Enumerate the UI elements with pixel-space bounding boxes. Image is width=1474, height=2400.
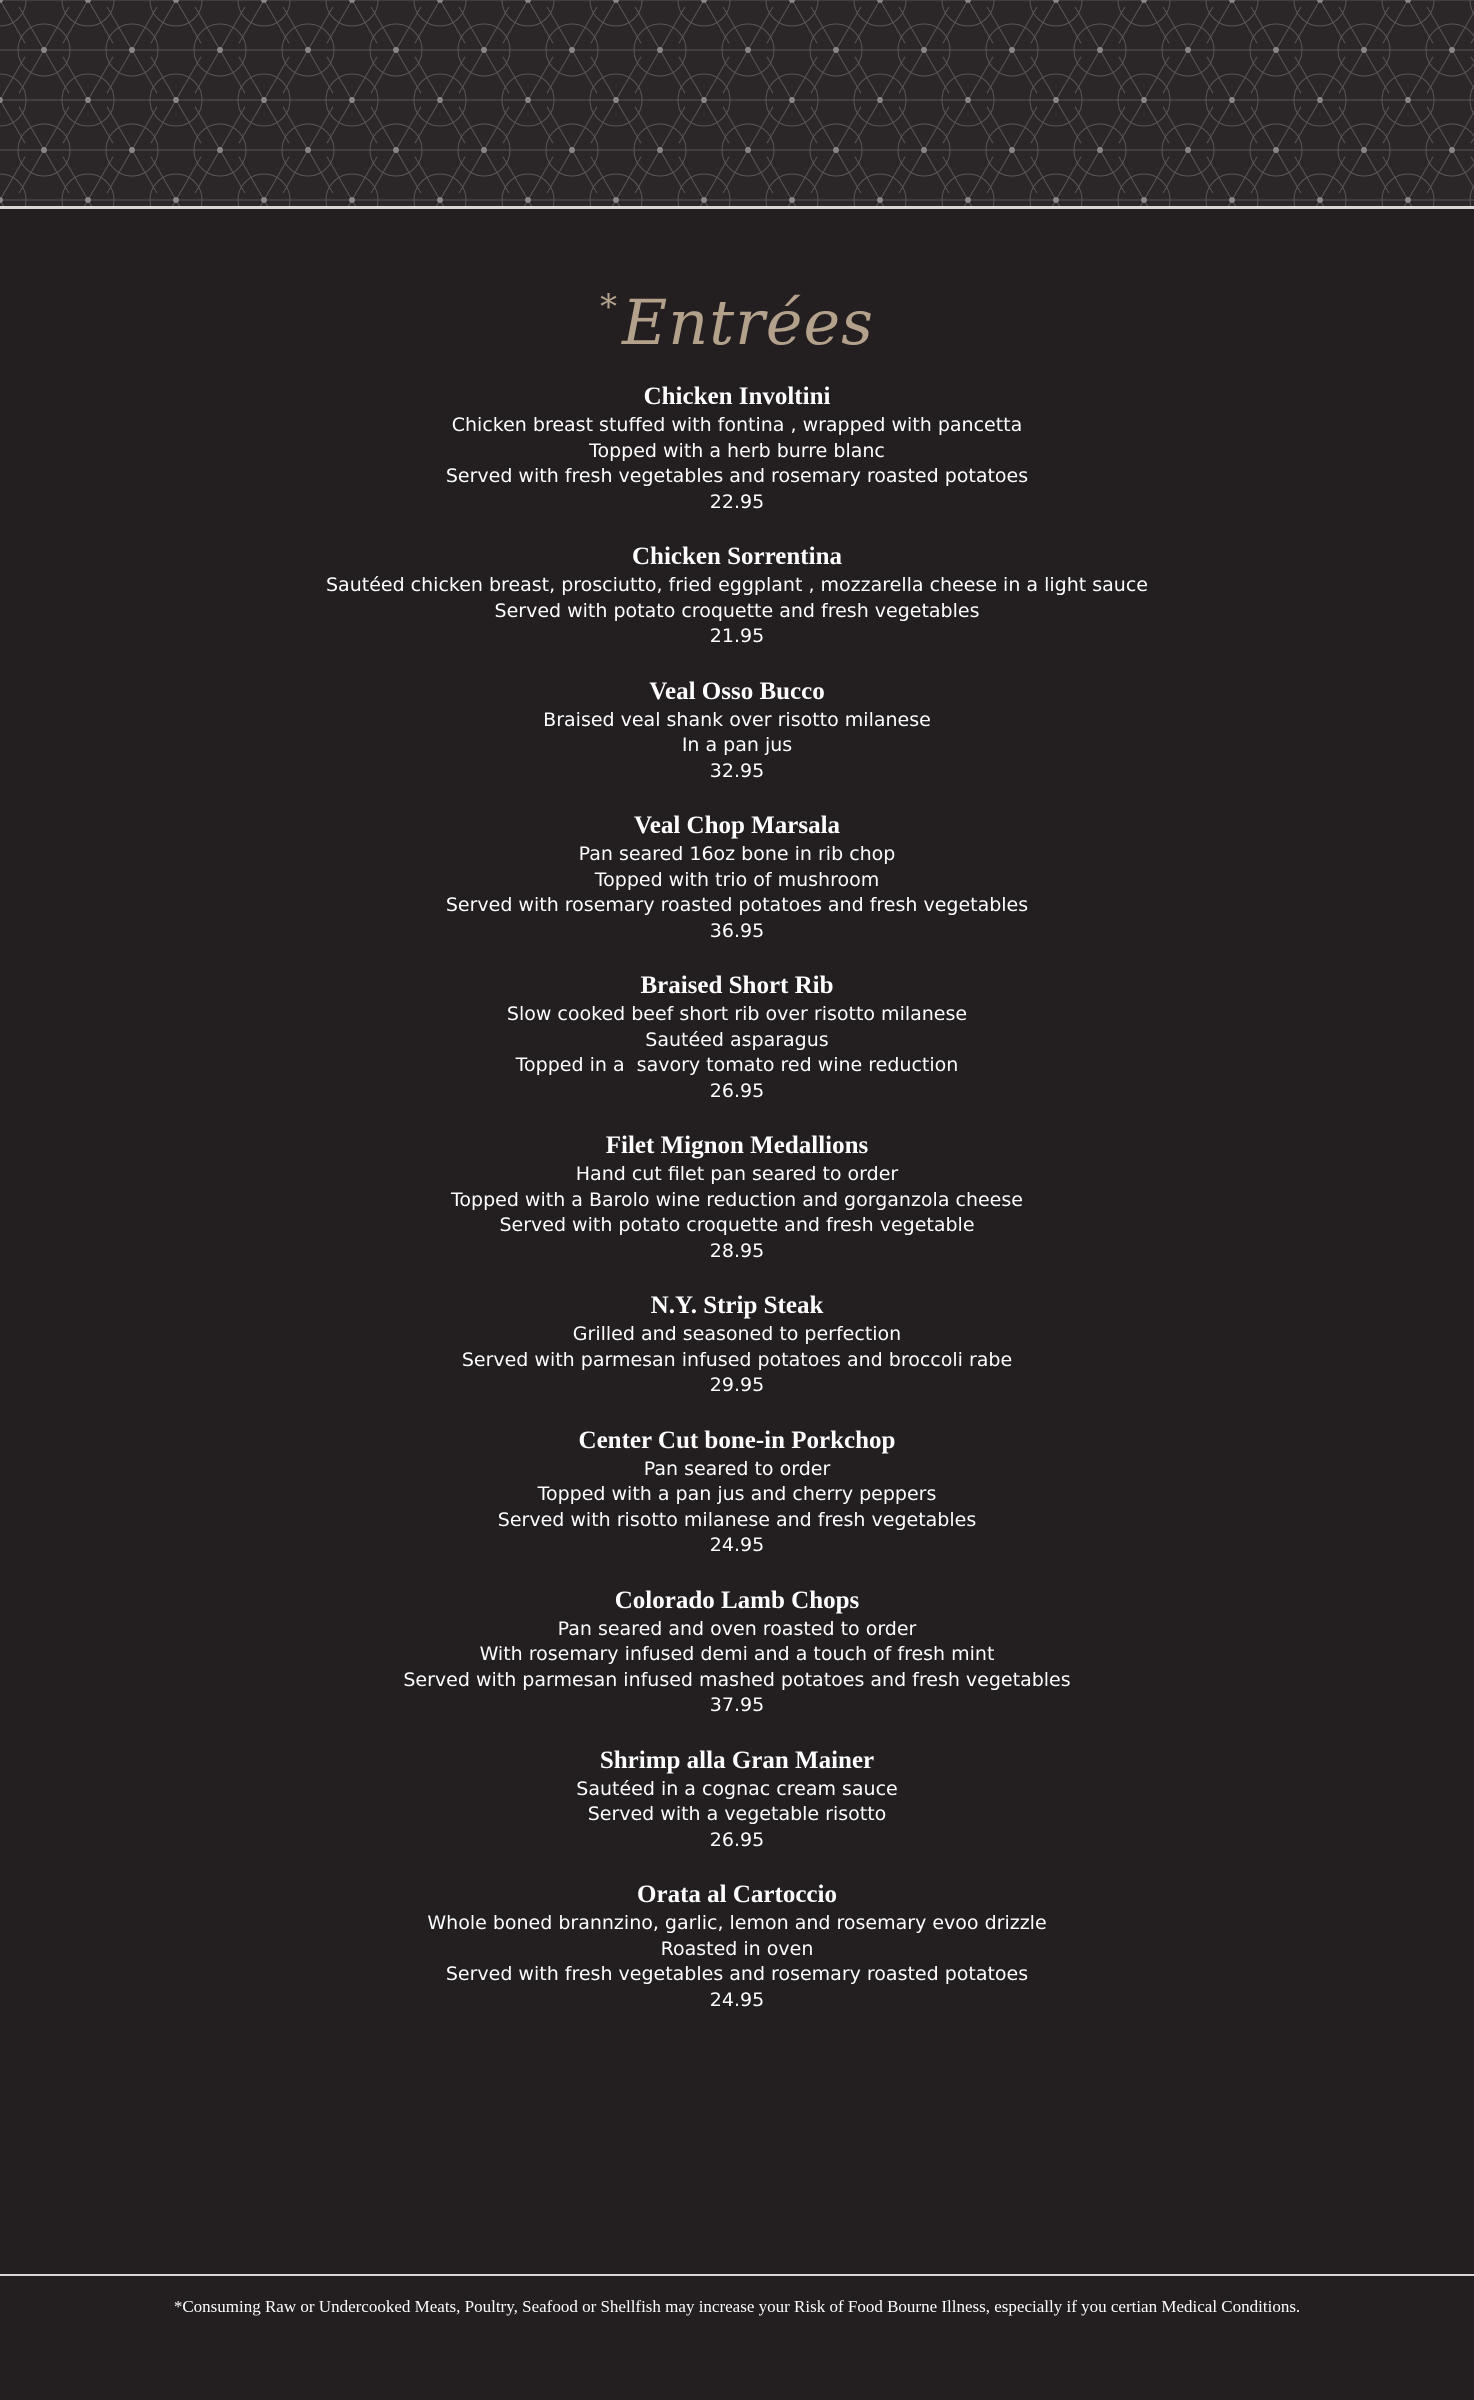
menu-item-description: Pan seared and oven roasted to order — [557, 1617, 917, 1640]
menu-item — [0, 1425, 1474, 1559]
menu-item — [0, 541, 1474, 650]
menu-item-description: Served with a vegetable risotto — [587, 1803, 887, 1825]
menu-item — [0, 810, 1474, 944]
menu-item-name: Braised Short Rib — [640, 972, 834, 999]
title-asterisk: * — [600, 287, 619, 327]
menu-item-description: With rosemary infused demi and a touch of fresh mint — [479, 1643, 995, 1665]
header-divider — [0, 206, 1474, 209]
menu-item-price: 24.95 — [709, 1988, 765, 2011]
menu-item-description: Served with parmesan infused mashed potatoes and fresh vegetables — [403, 1668, 1071, 1691]
menu-item-price: 21.95 — [709, 625, 765, 647]
menu-item-price: 29.95 — [709, 1374, 765, 1396]
menu-item-name: Veal Osso Bucco — [649, 677, 825, 705]
menu-item-description: Topped with a herb burre blanc — [589, 439, 885, 462]
footer-divider — [0, 2274, 1474, 2276]
menu-item-description: Served with fresh vegetables and rosemary roasted potatoes — [445, 465, 1029, 487]
menu-item-description: Hand cut filet pan seared to order — [575, 1163, 899, 1185]
menu-item — [0, 1745, 1474, 1854]
menu-item-description: Sautéed asparagus — [645, 1028, 829, 1051]
menu-item-price: 36.95 — [709, 919, 765, 942]
menu-item-description: Served with risotto milanese and fresh vegetables — [497, 1508, 977, 1531]
menu-item-description: Topped with a pan jus and cherry peppers — [537, 1483, 937, 1505]
menu-item-price: 26.95 — [709, 1828, 765, 1851]
title-text: Entrées — [622, 286, 874, 359]
menu-item-description: Served with potato croquette and fresh vegetables — [494, 599, 980, 622]
menu-item — [0, 970, 1474, 1104]
menu-item-description: Braised veal shank over risotto milanese — [543, 708, 931, 731]
menu-item-description: Slow cooked beef short rib over risotto milanese — [506, 1003, 968, 1025]
menu-item — [0, 676, 1474, 785]
menu-item-description: Topped with a Barolo wine reduction and gorganzola cheese — [451, 1188, 1023, 1211]
menu-item-description: Served with parmesan infused potatoes and broccoli rabe — [461, 1348, 1013, 1371]
menu-item-description: Sautéed in a cognac cream sauce — [576, 1777, 898, 1800]
menu-item-price: 24.95 — [709, 1534, 765, 1556]
menu-item-price: 26.95 — [709, 1079, 765, 1102]
menu-item-description: Chicken breast stuffed with fontina , wrapped with pancetta — [451, 414, 1023, 436]
menu-item-description: Topped in a savory tomato red wine reduction — [515, 1054, 959, 1076]
geometric-lattice-pattern-icon — [0, 0, 1474, 206]
menu-item-name: Chicken Involtini — [643, 383, 831, 410]
menu-item-name: Shrimp alla Gran Mainer — [599, 1746, 875, 1774]
header-pattern — [0, 0, 1474, 206]
menu-item — [0, 1879, 1474, 2013]
menu-item-description: Pan seared 16oz bone in rib chop — [578, 843, 896, 865]
menu-item-price: 37.95 — [709, 1694, 765, 1716]
menu-item-description: In a pan jus — [681, 734, 793, 756]
menu-item — [0, 1290, 1474, 1399]
menu-item-description: Pan seared to order — [643, 1457, 831, 1480]
menu-item-description: Served with potato croquette and fresh vegetable — [499, 1214, 975, 1236]
menu-item-description: Sautéed chicken breast, prosciutto, fried eggplant , mozzarella cheese in a light sauce — [326, 574, 1148, 596]
menu-item — [0, 1585, 1474, 1719]
menu-item-name: N.Y. Strip Steak — [650, 1292, 824, 1319]
menu-list — [0, 381, 1474, 2039]
menu-item-description: Roasted in oven — [660, 1937, 814, 1960]
menu-item-price: 32.95 — [709, 759, 765, 782]
menu-item — [0, 381, 1474, 515]
menu-item-description: Served with fresh vegetables and rosemary roasted potatoes — [445, 1963, 1029, 1985]
menu-item-name: Filet Mignon Medallions — [605, 1132, 869, 1159]
page-title — [0, 262, 1474, 368]
footer-disclaimer: *Consuming Raw or Undercooked Meats, Poultry, Seafood or Shellfish may increase your Risk of Food Bourne Illness, especially if you certian Medical Conditions. — [173, 2297, 1301, 2316]
menu-item-name: Colorado Lamb Chops — [614, 1586, 860, 1614]
menu-item-description: Served with rosemary roasted potatoes and fresh vegetables — [445, 894, 1029, 916]
menu-item-description: Whole boned brannzino, garlic, lemon and rosemary evoo drizzle — [427, 1912, 1047, 1934]
menu-item-description: Grilled and seasoned to perfection — [572, 1323, 902, 1345]
menu-item-name: Orata al Cartoccio — [637, 1881, 837, 1908]
menu-item-price: 28.95 — [709, 1239, 765, 1262]
menu-item-price: 22.95 — [709, 490, 765, 513]
menu-item — [0, 1130, 1474, 1264]
menu-item-description: Topped with trio of mushroom — [594, 868, 880, 891]
menu-item-name: Chicken Sorrentina — [632, 543, 842, 570]
menu-item-name: Center Cut bone-in Porkchop — [578, 1426, 896, 1454]
menu-item-name: Veal Chop Marsala — [633, 812, 841, 839]
